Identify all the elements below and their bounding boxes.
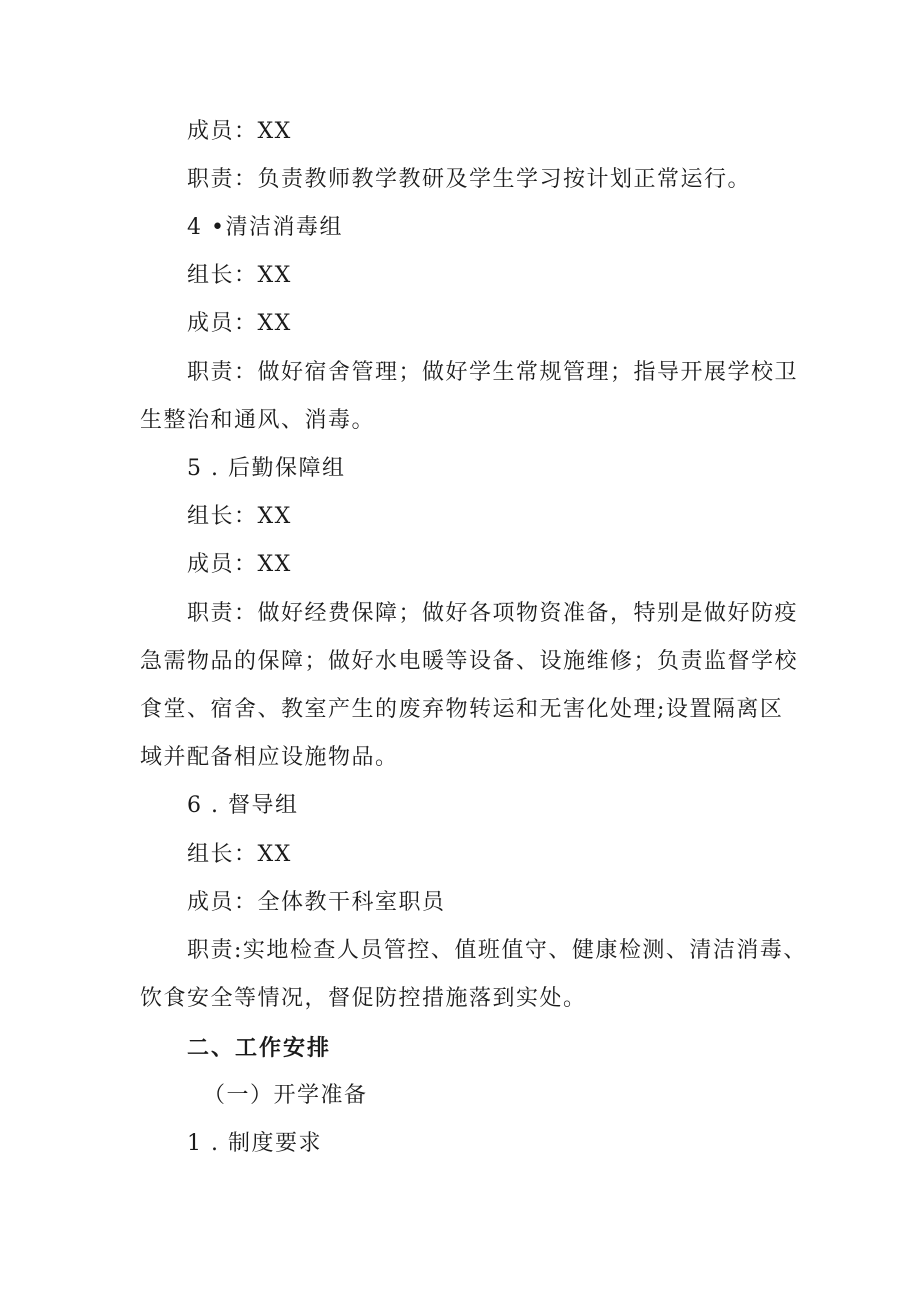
- leader-line: 组长：XX: [187, 842, 292, 867]
- group-title-logistics: 5 . 后勤保障组: [187, 456, 346, 481]
- member-line: 成员：全体教干科室职员: [187, 890, 446, 915]
- subsection-heading: （一）开学准备: [203, 1083, 368, 1108]
- duty-line: 职责:实地检查人员管控、值班值守、健康检测、清洁消毒、: [187, 938, 807, 963]
- duty-line: 职责：负责教师教学教研及学生学习按计划正常运行。: [187, 167, 752, 192]
- group-title-supervision: 6 . 督导组: [187, 793, 299, 818]
- member-line: 成员：XX: [187, 119, 292, 144]
- item-heading: 1 . 制度要求: [187, 1131, 322, 1156]
- member-line: 成员：XX: [187, 311, 292, 336]
- duty-line-continued: 急需物品的保障；做好水电暖等设备、设施维修；负责监督学校: [140, 649, 799, 674]
- duty-line: 职责：做好宿舍管理；做好学生常规管理；指导开展学校卫: [187, 360, 799, 385]
- duty-line-continued: 生整治和通风、消毒。: [140, 408, 376, 433]
- leader-line: 组长：XX: [187, 263, 292, 288]
- duty-line: 职责：做好经费保障；做好各项物资准备，特别是做好防疫: [187, 601, 799, 626]
- section-heading: 二、工作安排: [187, 1036, 332, 1061]
- duty-line-continued: 域并配备相应设施物品。: [140, 745, 399, 770]
- group-title-cleaning: 4 •清洁消毒组: [187, 215, 343, 240]
- leader-line: 组长：XX: [187, 504, 292, 529]
- member-line: 成员：XX: [187, 552, 292, 577]
- duty-line-continued: 饮食安全等情况，督促防控措施落到实处。: [140, 986, 587, 1011]
- duty-line-continued: 食堂、宿舍、教室产生的废弃物转运和无害化处理;设置隔离区: [140, 697, 784, 722]
